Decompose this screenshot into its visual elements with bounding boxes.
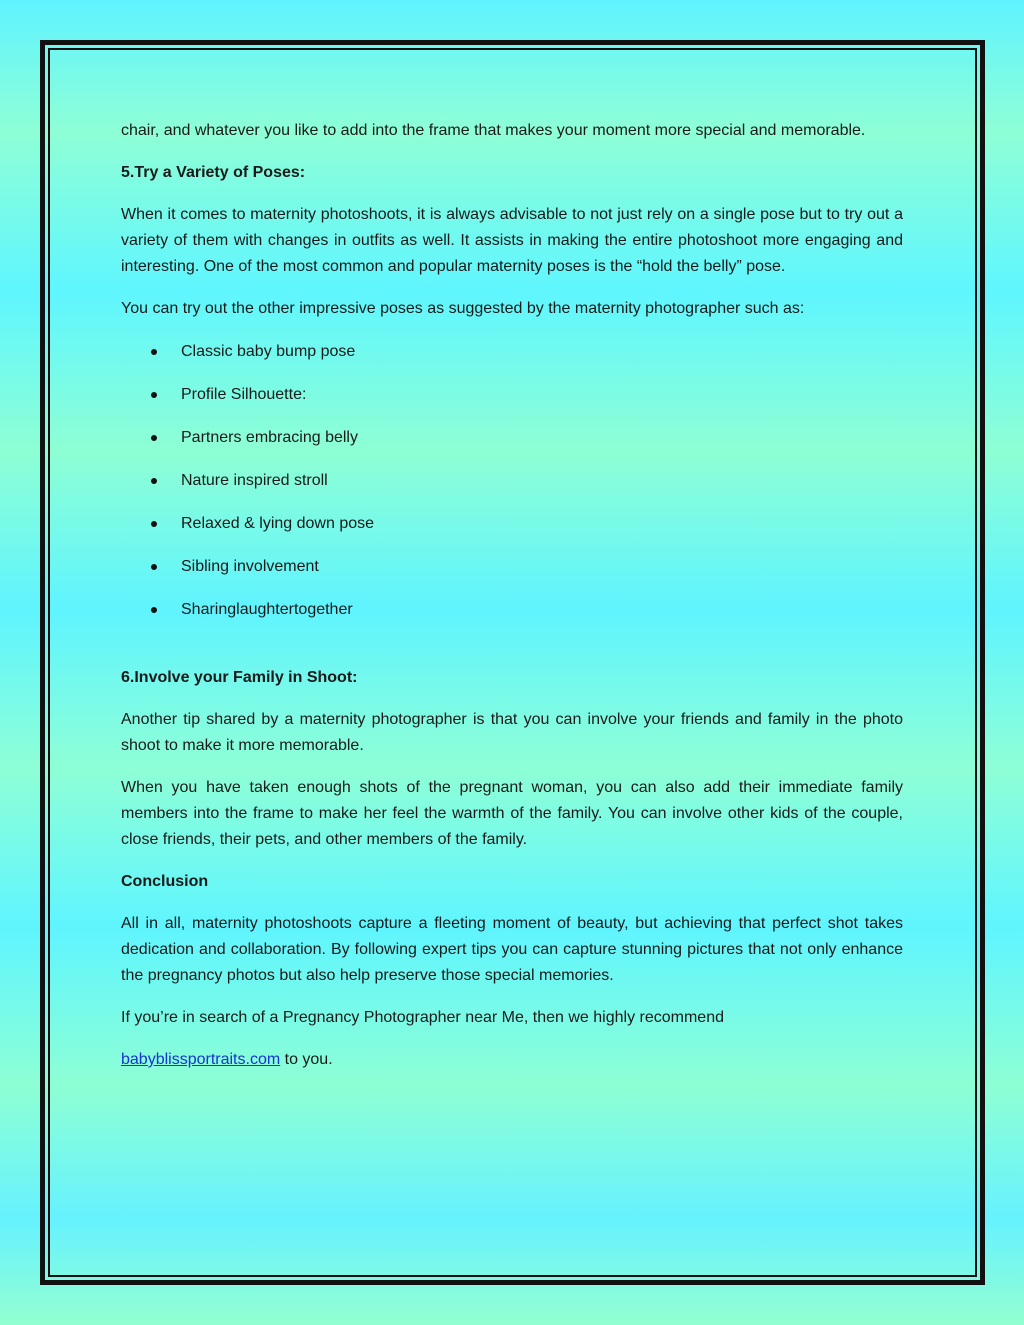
pose-label: Nature inspired stroll <box>181 472 328 489</box>
bullet-icon <box>151 435 157 441</box>
list-item <box>121 511 903 537</box>
bullet-icon <box>151 349 157 355</box>
document-body <box>121 118 903 1073</box>
list-item <box>121 597 903 623</box>
list-item <box>121 339 903 365</box>
link-suffix: to you. <box>280 1051 333 1068</box>
bullet-icon <box>151 607 157 613</box>
section5-paragraph2: You can try out the other impressive poses as suggested by the maternity photographer such as: <box>121 300 805 317</box>
recommend-text: If you’re in search of a Pregnancy Photographer near Me, then we highly recommend <box>121 1009 724 1026</box>
list-item <box>121 425 903 451</box>
bullet-icon <box>151 392 157 398</box>
section6-paragraph2: When you have taken enough shots of the pregnant woman, you can also add their immediate family members into the frame to make her feel the warmth of the family. You can involve other kids of the couple, close friends, their pets, and other members of the family. <box>121 779 903 848</box>
pose-label: Partners embracing belly <box>181 429 358 446</box>
list-item <box>121 554 903 580</box>
pose-label: Relaxed & lying down pose <box>181 515 375 532</box>
section6-heading: 6.Involve your Family in Shoot: <box>121 669 358 686</box>
list-item <box>121 382 903 408</box>
section5-paragraph1: When it comes to maternity photoshoots, it is always advisable to not just rely on a single pose but to try out a variety of them with changes in outfits as well. It assists in making the entire photoshoot more engaging and interesting. One of the most common and popular maternity poses is the “hold the belly” pose. <box>121 206 903 275</box>
pose-label: Classic baby bump pose <box>181 343 356 360</box>
pose-label: Sharinglaughtertogether <box>181 601 353 618</box>
conclusion-heading: Conclusion <box>121 873 209 890</box>
list-item <box>121 468 903 494</box>
pose-label: Sibling involvement <box>181 558 319 575</box>
website-link[interactable]: babyblissportraits.com <box>121 1051 281 1068</box>
conclusion-paragraph: All in all, maternity photoshoots capture a fleeting moment of beauty, but achieving that perfect shot takes dedication and collaboration. By following expert tips you can capture stunning pictures that not only enhance the pregnancy photos but also help preserve those special memories. <box>121 915 903 984</box>
poses-list <box>121 339 903 623</box>
bullet-icon <box>151 478 157 484</box>
section6-paragraph1: Another tip shared by a maternity photographer is that you can involve your friends and family in the photo shoot to make it more memorable. <box>121 711 903 754</box>
intro-continuation: chair, and whatever you like to add into the frame that makes your moment more special and memorable. <box>121 122 866 139</box>
bullet-icon <box>151 564 157 570</box>
link-line <box>121 1047 903 1073</box>
pose-label: Profile Silhouette: <box>181 386 307 403</box>
bullet-icon <box>151 521 157 527</box>
section5-heading: 5.Try a Variety of Poses: <box>121 164 306 181</box>
